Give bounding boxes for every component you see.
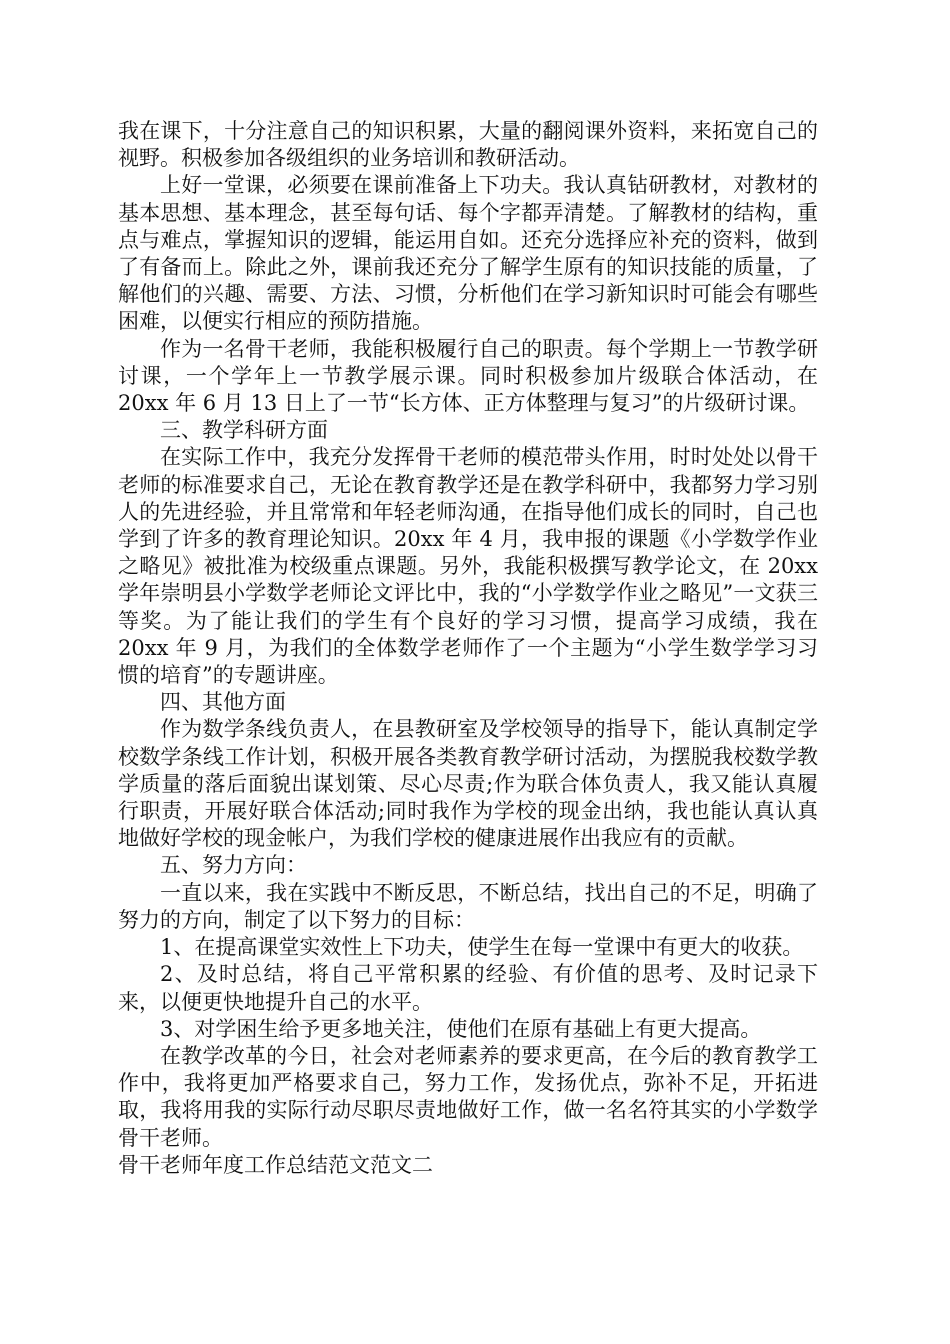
goal-item-3: 3、对学困生给予更多地关注，使他们在原有基础上有更大提高。 (160, 1016, 762, 1041)
section-heading-research: 三、教学科研方面 (160, 418, 328, 443)
paragraph-direction-intro: 一直以来，我在实践中不断反思，不断总结，找出自己的不足，明确了努力的方向，制定了以下努力的目标： (118, 880, 818, 932)
section-heading-direction: 五、努力方向： (160, 853, 307, 878)
paragraph-backbone-duties: 作为一名骨干老师，我能积极履行自己的职责。每个学期上一节教学研讨课，一个学年上一节教学展示课。同时积极参加片级联合体活动，在 20xx 年 6 月 13 日上了一节“长方体、正方体整理与复习”的片级研讨课。 (118, 336, 818, 416)
document-body (118, 118, 818, 1179)
next-article-title: 骨干老师年度工作总结范文范文二 (118, 1152, 433, 1177)
paragraph-other-work: 作为数学条线负责人，在县教研室及学校领导的指导下，能认真制定学校数学条线工作计划，积极开展各类教育教学研讨活动，为摆脱我校数学教学质量的落后面貌出谋划策、尽心尽责;作为联合体负责人，我又能认真履行职责，开展好联合体活动;同时我作为学校的现金出纳，我也能认真认真地做好学校的现金帐户，为我们学校的健康进展作出我应有的贡献。 (118, 717, 818, 851)
paragraph-conclusion: 在教学改革的今日，社会对老师素养的要求更高，在今后的教育教学工作中，我将更加严格要求自己，努力工作，发扬优点，弥补不足，开拓进取，我将用我的实际行动尽职尽责地做好工作，做一名名符其实的小学数学骨干老师。 (118, 1043, 818, 1150)
goal-item-1: 1、在提高课堂实效性上下功夫，使学生在每一堂课中有更大的收获。 (160, 935, 804, 960)
paragraph-lesson-preparation: 上好一堂课，必须要在课前准备上下功夫。我认真钻研教材，对教材的基本思想、基本理念，甚至每句话、每个字都弄清楚。了解教材的结构，重点与难点，掌握知识的逻辑，能运用自如。还充分选择应补充的资料，做到了有备而上。除此之外，课前我还充分了解学生原有的知识技能的质量，了解他们的兴趣、需要、方法、习惯，分析他们在学习新知识时可能会有哪些困难，以便实行相应的预防措施。 (118, 173, 818, 334)
paragraph-research-work: 在实际工作中，我充分发挥骨干老师的模范带头作用，时时处处以骨干老师的标准要求自己，无论在教育教学还是在教学科研中，我都努力学习别人的先进经验，并且常常和年轻老师沟通，在指导他们成长的同时，自己也学到了许多的教育理论知识。20xx 年 4 月，我申报的课题《小学数学作业之略见》被批准为校级重点课题。另外，我能积极撰写教学论文，在 20xx 学年崇明县小学数学老师论文评比中，我的“小学数学作业之略见”一文获三等奖。为了能让我们的学生有个良好的学习习惯，提高学习成绩，我在 20xx 年 9 月，为我们的全体数学老师作了一个主题为“小学生数学学习习惯的培育”的专题讲座。 (118, 445, 818, 688)
goal-item-2: 2、及时总结，将自己平常积累的经验、有价值的思考、及时记录下来，以便更快地提升自己的水平。 (118, 962, 818, 1014)
paragraph-continuation: 我在课下，十分注意自己的知识积累，大量的翻阅课外资料，来拓宽自己的视野。积极参加各级组织的业务培训和教研活动。 (118, 119, 818, 171)
section-heading-other: 四、其他方面 (160, 690, 286, 715)
